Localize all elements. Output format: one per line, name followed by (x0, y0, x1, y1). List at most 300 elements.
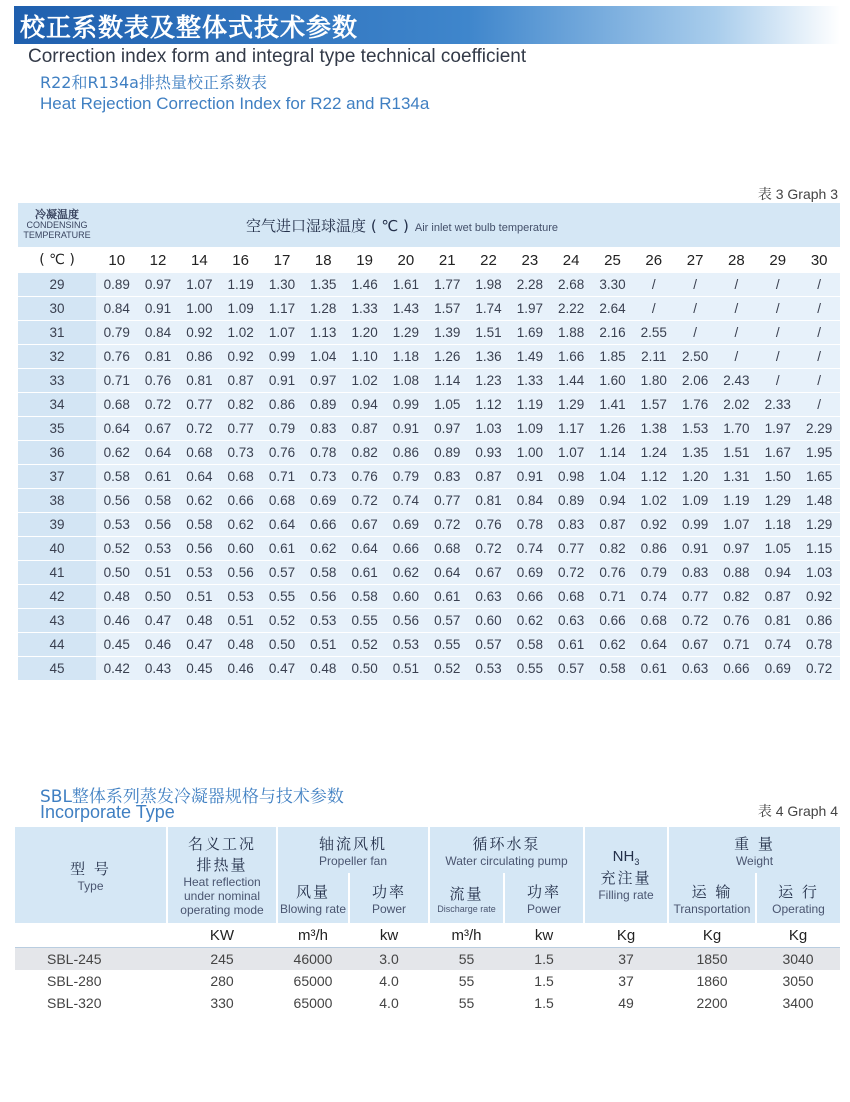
correction-value-cell: 1.60 (592, 369, 633, 393)
spec-blow-cell: 65000 (293, 973, 333, 989)
spec-trans-cell: 2200 (696, 995, 728, 1011)
correction-value-cell: 1.33 (344, 297, 385, 321)
spec-trans-cell: 1850 (668, 948, 756, 971)
temp-unit: ( ℃ ) (18, 247, 96, 273)
correction-value-cell: 1.97 (757, 417, 798, 441)
table3-caption: 表 3 Graph 3 (757, 186, 838, 202)
unit-kg-fill: Kg (584, 923, 668, 948)
spec-flow-cell: 55 (429, 948, 504, 971)
correction-value-cell: 0.98 (550, 465, 591, 489)
correction-value-cell: 0.77 (674, 585, 715, 609)
fan-power-header: 功率 Power (349, 873, 429, 923)
correction-value-cell: 0.92 (633, 513, 674, 537)
correction-value-cell: / (757, 369, 798, 393)
correction-value-cell: 0.68 (261, 489, 302, 513)
correction-value-cell: 0.62 (96, 441, 137, 465)
correction-value-cell: 0.77 (427, 489, 468, 513)
wet-bulb-column-header: 19 (344, 247, 385, 273)
correction-value-cell: 0.87 (757, 585, 798, 609)
wet-bulb-column-header: 17 (261, 247, 302, 273)
correction-value-cell: 2.29 (798, 417, 840, 441)
condensing-temp-cell: 30 (18, 297, 96, 321)
correction-value-cell: 0.53 (385, 633, 426, 657)
wet-bulb-column-header: 22 (468, 247, 509, 273)
correction-value-cell: 0.51 (385, 657, 426, 681)
correction-value-cell: 0.71 (716, 633, 757, 657)
correction-value-cell: 0.72 (344, 489, 385, 513)
correction-value-cell: 1.15 (798, 537, 840, 561)
spec-flow-cell: 55 (458, 973, 475, 989)
spec-fp-cell: 3.0 (349, 948, 429, 971)
correction-value-cell: 0.76 (261, 441, 302, 465)
correction-value-cell: 1.04 (303, 345, 344, 369)
correction-value-cell: 1.53 (674, 417, 715, 441)
correction-value-cell: 0.48 (96, 585, 137, 609)
correction-value-cell: 0.58 (509, 633, 550, 657)
spec-flow-cell: 55 (458, 995, 475, 1011)
correction-value-cell: 0.46 (137, 633, 178, 657)
table-row (18, 537, 840, 561)
correction-value-cell: 0.76 (344, 465, 385, 489)
correction-value-cell: 1.02 (633, 489, 674, 513)
correction-value-cell: 1.30 (261, 273, 302, 297)
correction-value-cell: 0.72 (468, 537, 509, 561)
correction-value-cell: 0.66 (509, 585, 550, 609)
correction-value-cell: / (716, 345, 757, 369)
correction-value-cell: 0.63 (468, 585, 509, 609)
correction-value-cell: 1.20 (674, 465, 715, 489)
wet-bulb-column-header: 21 (427, 247, 468, 273)
correction-value-cell: 0.78 (798, 633, 840, 657)
correction-value-cell: 0.67 (137, 417, 178, 441)
unit-pump-m3h: m³/h (429, 923, 504, 948)
correction-value-cell: 1.18 (385, 345, 426, 369)
correction-value-cell: 0.52 (344, 633, 385, 657)
condensing-temp-header: 冷凝温度 CONDENSING TEMPERATURE (18, 203, 96, 247)
correction-value-cell: 0.56 (303, 585, 344, 609)
wet-bulb-column-header: 30 (798, 247, 840, 273)
correction-value-cell: 0.82 (716, 585, 757, 609)
correction-value-cell: 0.52 (96, 537, 137, 561)
table-row (18, 273, 840, 297)
correction-value-cell: 0.62 (509, 609, 550, 633)
correction-value-cell: 0.57 (427, 609, 468, 633)
correction-value-cell: 0.99 (385, 393, 426, 417)
correction-value-cell: 0.64 (96, 417, 137, 441)
correction-value-cell: 1.07 (550, 441, 591, 465)
table-row (15, 948, 840, 971)
correction-value-cell: / (757, 273, 798, 297)
correction-value-cell: 0.58 (179, 513, 220, 537)
spec-oper-cell: 3040 (756, 948, 840, 971)
correction-value-cell: 0.94 (757, 561, 798, 585)
correction-value-cell: / (757, 321, 798, 345)
correction-value-cell: 0.77 (220, 417, 261, 441)
correction-value-cell: 1.33 (509, 369, 550, 393)
correction-value-cell: / (798, 321, 840, 345)
correction-value-cell: 0.86 (385, 441, 426, 465)
correction-value-cell: 1.02 (344, 369, 385, 393)
correction-value-cell: 1.51 (716, 441, 757, 465)
correction-value-cell: 0.51 (179, 585, 220, 609)
air-inlet-header: 空气进口湿球温度 ( ℃ ) Air inlet wet bulb temperature (96, 203, 840, 247)
correction-value-cell: 0.55 (509, 657, 550, 681)
spec-table (15, 827, 840, 1014)
correction-value-cell: 0.62 (179, 489, 220, 513)
table-row (18, 561, 840, 585)
correction-value-cell: 0.51 (220, 609, 261, 633)
correction-value-cell: 0.55 (427, 633, 468, 657)
correction-value-cell: 0.53 (96, 513, 137, 537)
correction-value-cell: 1.76 (674, 393, 715, 417)
correction-value-cell: 0.72 (798, 657, 840, 681)
correction-value-cell: 0.67 (468, 561, 509, 585)
correction-value-cell: 0.51 (137, 561, 178, 585)
correction-value-cell: 0.89 (550, 489, 591, 513)
correction-value-cell: 1.44 (550, 369, 591, 393)
correction-value-cell: 1.57 (427, 297, 468, 321)
correction-value-cell: 1.17 (550, 417, 591, 441)
correction-value-cell: 0.74 (385, 489, 426, 513)
correction-value-cell: / (757, 297, 798, 321)
spec-fill-cell: 49 (618, 995, 634, 1011)
correction-value-cell: 1.09 (509, 417, 550, 441)
correction-value-cell: 0.79 (385, 465, 426, 489)
correction-value-cell: 0.45 (96, 633, 137, 657)
correction-index-table (18, 203, 840, 681)
correction-value-cell: 0.84 (96, 297, 137, 321)
correction-value-cell: 2.68 (550, 273, 591, 297)
table-row (18, 345, 840, 369)
correction-value-cell: 0.71 (96, 369, 137, 393)
table4-caption: 表 4 Graph 4 (757, 803, 838, 819)
correction-value-cell: 0.84 (137, 321, 178, 345)
correction-value-cell: 0.48 (220, 633, 261, 657)
wet-bulb-column-header: 26 (633, 247, 674, 273)
table-row (18, 297, 840, 321)
correction-value-cell: 0.89 (427, 441, 468, 465)
correction-value-cell: 0.61 (633, 657, 674, 681)
pump-power-header: 功率 Power (504, 873, 584, 923)
correction-value-cell: 0.50 (137, 585, 178, 609)
correction-value-cell: 1.03 (798, 561, 840, 585)
correction-value-cell: 0.53 (137, 537, 178, 561)
correction-value-cell: 0.56 (220, 561, 261, 585)
correction-value-cell: 1.19 (716, 489, 757, 513)
correction-value-cell: 0.71 (261, 465, 302, 489)
correction-value-cell: 0.79 (633, 561, 674, 585)
table-row (18, 369, 840, 393)
wet-bulb-column-header: 28 (716, 247, 757, 273)
table3-header-row (18, 203, 840, 247)
correction-value-cell: 2.28 (509, 273, 550, 297)
correction-value-cell: 0.76 (716, 609, 757, 633)
correction-value-cell: 0.66 (716, 657, 757, 681)
correction-value-cell: 0.77 (179, 393, 220, 417)
correction-value-cell: 0.71 (592, 585, 633, 609)
fan-header: 轴流风机 Propeller fan (277, 827, 429, 873)
correction-value-cell: 0.94 (592, 489, 633, 513)
correction-value-cell: 1.19 (509, 393, 550, 417)
correction-value-cell: 0.58 (137, 489, 178, 513)
correction-value-cell: 0.79 (96, 321, 137, 345)
correction-value-cell: / (798, 345, 840, 369)
correction-value-cell: 0.82 (592, 537, 633, 561)
table-row (15, 970, 840, 992)
correction-value-cell: 1.26 (427, 345, 468, 369)
correction-value-cell: 1.19 (220, 273, 261, 297)
correction-value-cell: 0.64 (261, 513, 302, 537)
unit-row (15, 923, 840, 948)
condensing-temp-cell: 31 (18, 321, 96, 345)
correction-value-cell: 0.61 (427, 585, 468, 609)
spec-type-cell: SBL-320 (47, 995, 102, 1011)
correction-value-cell: / (633, 297, 674, 321)
condensing-temp-cell: 38 (18, 489, 96, 513)
table4-title-en: Incorporate Type (40, 802, 175, 822)
correction-value-cell: 1.08 (385, 369, 426, 393)
correction-value-cell: 0.47 (261, 657, 302, 681)
correction-value-cell: 0.69 (303, 489, 344, 513)
correction-value-cell: 1.00 (509, 441, 550, 465)
correction-value-cell: 0.88 (716, 561, 757, 585)
spec-heat-cell: 245 (167, 948, 277, 971)
table-row (18, 321, 840, 345)
correction-value-cell: 0.64 (344, 537, 385, 561)
condensing-temp-cell: 36 (18, 441, 96, 465)
correction-value-cell: / (798, 273, 840, 297)
spec-blow-cell: 65000 (293, 995, 333, 1011)
table-row (18, 489, 840, 513)
transport-weight-header: 运 输 Transportation (668, 873, 756, 923)
correction-value-cell: 1.50 (757, 465, 798, 489)
correction-value-cell: 3.30 (592, 273, 633, 297)
correction-value-cell: 1.14 (592, 441, 633, 465)
correction-value-cell: / (798, 369, 840, 393)
table-row (18, 609, 840, 633)
condensing-temp-cell: 40 (18, 537, 96, 561)
correction-value-cell: 2.11 (633, 345, 674, 369)
correction-value-cell: 0.97 (427, 417, 468, 441)
correction-value-cell: 0.97 (303, 369, 344, 393)
correction-value-cell: 0.78 (303, 441, 344, 465)
spec-type-cell: SBL-245 (15, 948, 167, 971)
correction-value-cell: / (716, 297, 757, 321)
wet-bulb-column-header: 23 (509, 247, 550, 273)
correction-value-cell: 0.97 (716, 537, 757, 561)
correction-value-cell: 0.92 (220, 345, 261, 369)
correction-value-cell: 0.79 (261, 417, 302, 441)
correction-value-cell: 0.74 (509, 537, 550, 561)
correction-value-cell: 0.58 (344, 585, 385, 609)
correction-value-cell: 0.69 (385, 513, 426, 537)
wet-bulb-column-header: 24 (550, 247, 591, 273)
correction-value-cell: 0.64 (633, 633, 674, 657)
correction-value-cell: 1.77 (427, 273, 468, 297)
correction-value-cell: 2.22 (550, 297, 591, 321)
correction-value-cell: 0.68 (427, 537, 468, 561)
correction-value-cell: 1.97 (509, 297, 550, 321)
correction-value-cell: 1.65 (798, 465, 840, 489)
correction-value-cell: 1.29 (798, 513, 840, 537)
correction-value-cell: 0.87 (344, 417, 385, 441)
spec-blow-cell: 46000 (277, 948, 349, 971)
correction-value-cell: 1.05 (427, 393, 468, 417)
correction-value-cell: 0.64 (427, 561, 468, 585)
title-english: Correction index form and integral type technical coefficient (28, 46, 527, 67)
table3-column-row (18, 247, 840, 273)
correction-value-cell: 0.72 (674, 609, 715, 633)
correction-value-cell: 0.81 (137, 345, 178, 369)
correction-value-cell: 0.83 (303, 417, 344, 441)
correction-value-cell: 0.86 (179, 345, 220, 369)
correction-value-cell: 0.89 (96, 273, 137, 297)
correction-value-cell: 0.50 (261, 633, 302, 657)
correction-value-cell: 0.47 (179, 633, 220, 657)
condensing-temp-cell: 43 (18, 609, 96, 633)
correction-value-cell: 1.88 (550, 321, 591, 345)
correction-value-cell: 0.53 (303, 609, 344, 633)
correction-value-cell: 0.91 (385, 417, 426, 441)
correction-value-cell: 0.87 (468, 465, 509, 489)
correction-value-cell: 0.91 (137, 297, 178, 321)
correction-value-cell: 0.62 (303, 537, 344, 561)
correction-value-cell: 0.76 (592, 561, 633, 585)
correction-value-cell: 0.72 (550, 561, 591, 585)
correction-value-cell: 0.58 (303, 561, 344, 585)
correction-value-cell: 1.95 (798, 441, 840, 465)
condensing-temp-cell: 37 (18, 465, 96, 489)
correction-value-cell: 2.33 (757, 393, 798, 417)
correction-value-cell: 0.76 (96, 345, 137, 369)
correction-value-cell: 1.29 (757, 489, 798, 513)
correction-value-cell: 0.62 (385, 561, 426, 585)
correction-value-cell: 1.41 (592, 393, 633, 417)
correction-value-cell: 0.76 (468, 513, 509, 537)
correction-value-cell: 0.91 (509, 465, 550, 489)
spec-fp-cell: 4.0 (379, 973, 399, 989)
correction-value-cell: 2.02 (716, 393, 757, 417)
correction-value-cell: 0.58 (96, 465, 137, 489)
correction-value-cell: 1.17 (261, 297, 302, 321)
wet-bulb-column-header: 14 (179, 247, 220, 273)
table-row (18, 417, 840, 441)
table-row (15, 992, 840, 1014)
correction-value-cell: 0.86 (633, 537, 674, 561)
type-header: 型 号 Type (15, 827, 167, 923)
correction-value-cell: 0.93 (468, 441, 509, 465)
correction-value-cell: / (716, 273, 757, 297)
table-row (18, 441, 840, 465)
correction-value-cell: 1.43 (385, 297, 426, 321)
correction-value-cell: 0.86 (261, 393, 302, 417)
correction-value-cell: 0.48 (303, 657, 344, 681)
correction-value-cell: 2.64 (592, 297, 633, 321)
spec-type-cell: SBL-280 (47, 973, 102, 989)
operating-weight-header: 运 行 Operating (756, 873, 840, 923)
correction-value-cell: 1.12 (633, 465, 674, 489)
correction-value-cell: 0.60 (468, 609, 509, 633)
pump-header: 循环水泵 Water circulating pump (429, 827, 584, 873)
correction-value-cell: / (674, 321, 715, 345)
correction-value-cell: 1.61 (385, 273, 426, 297)
correction-value-cell: 0.61 (261, 537, 302, 561)
correction-value-cell: 0.92 (798, 585, 840, 609)
spec-oper-cell: 3400 (782, 995, 814, 1011)
correction-value-cell: 0.76 (137, 369, 178, 393)
correction-value-cell: / (674, 297, 715, 321)
table4-title-cn: SBL整体系列蒸发冷凝器规格与技术参数 (40, 787, 344, 807)
correction-value-cell: 1.07 (179, 273, 220, 297)
table3-subtitle-cn: R22和R134a排热量校正系数表 (40, 73, 267, 92)
correction-value-cell: / (798, 393, 840, 417)
correction-value-cell: 1.23 (468, 369, 509, 393)
correction-value-cell: 0.56 (179, 537, 220, 561)
correction-value-cell: 0.46 (96, 609, 137, 633)
correction-value-cell: 0.56 (385, 609, 426, 633)
correction-value-cell: 0.87 (220, 369, 261, 393)
correction-value-cell: 0.66 (385, 537, 426, 561)
unit-kg-operating: Kg (756, 923, 840, 948)
correction-value-cell: 1.26 (592, 417, 633, 441)
spec-pp-cell: 1.5 (504, 948, 584, 971)
correction-value-cell: 0.81 (468, 489, 509, 513)
correction-value-cell: 1.57 (633, 393, 674, 417)
spec-trans-cell: 1860 (696, 973, 728, 989)
correction-value-cell: 1.31 (716, 465, 757, 489)
correction-value-cell: 1.39 (427, 321, 468, 345)
correction-value-cell: 1.36 (468, 345, 509, 369)
correction-value-cell: 1.80 (633, 369, 674, 393)
correction-value-cell: / (633, 273, 674, 297)
correction-value-cell: 0.72 (427, 513, 468, 537)
correction-value-cell: 0.61 (344, 561, 385, 585)
correction-value-cell: 0.60 (220, 537, 261, 561)
correction-value-cell: 0.68 (179, 441, 220, 465)
correction-value-cell: 0.74 (757, 633, 798, 657)
spec-fp-cell: 4.0 (379, 995, 399, 1011)
condensing-temp-cell: 32 (18, 345, 96, 369)
correction-value-cell: / (716, 321, 757, 345)
table-row (18, 513, 840, 537)
table-row (18, 585, 840, 609)
condensing-temp-cell: 34 (18, 393, 96, 417)
correction-value-cell: 1.28 (303, 297, 344, 321)
condensing-temp-cell: 35 (18, 417, 96, 441)
correction-value-cell: 0.53 (179, 561, 220, 585)
correction-value-cell: 1.67 (757, 441, 798, 465)
correction-value-cell: 1.09 (220, 297, 261, 321)
correction-value-cell: 2.43 (716, 369, 757, 393)
wet-bulb-column-header: 12 (137, 247, 178, 273)
correction-value-cell: / (757, 345, 798, 369)
condensing-temp-cell: 44 (18, 633, 96, 657)
correction-value-cell: 0.64 (179, 465, 220, 489)
correction-value-cell: 0.43 (137, 657, 178, 681)
unit-pump-kw: kw (504, 923, 584, 948)
correction-value-cell: 0.84 (509, 489, 550, 513)
correction-value-cell: 0.53 (220, 585, 261, 609)
correction-value-cell: 0.66 (303, 513, 344, 537)
correction-value-cell: 0.74 (633, 585, 674, 609)
correction-value-cell: 2.55 (633, 321, 674, 345)
correction-value-cell: 1.03 (468, 417, 509, 441)
correction-value-cell: 0.60 (385, 585, 426, 609)
correction-value-cell: 0.89 (303, 393, 344, 417)
correction-value-cell: 1.10 (344, 345, 385, 369)
correction-value-cell: / (798, 297, 840, 321)
spec-heat-cell: 280 (210, 973, 234, 989)
